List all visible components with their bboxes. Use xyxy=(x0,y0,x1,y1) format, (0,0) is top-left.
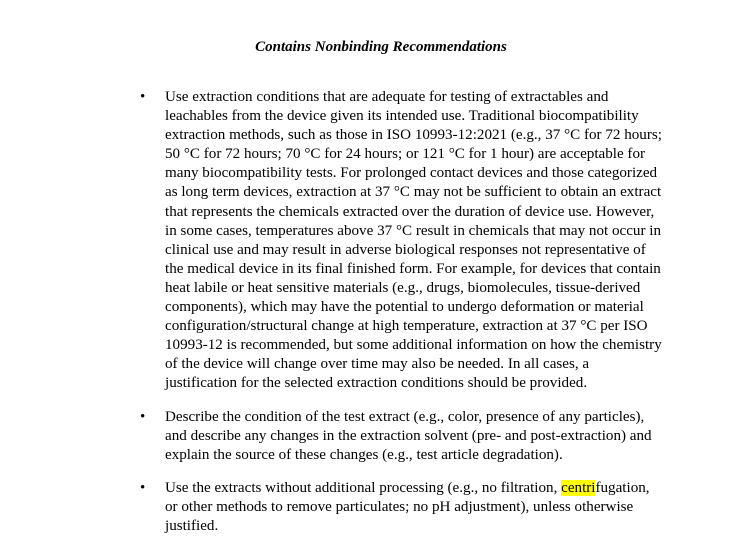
text-line: many biocompatibility tests. For prolonged contact devices and those categorized xyxy=(165,165,658,182)
page-header: Contains Nonbinding Recommendations xyxy=(255,39,507,55)
text-segment: Use the extracts without additional processing (e.g., no filtration, xyxy=(165,479,562,496)
text-line: as long term devices, extraction at 37 °C may not be sufficient to obtain an extract xyxy=(165,184,662,201)
list-item-test-extract-condition xyxy=(0,408,695,465)
text-line xyxy=(165,479,695,498)
text-segment: fugation, xyxy=(595,479,650,496)
text-line: the medical device in its final finished form. For example, for devices that contain xyxy=(165,260,661,277)
bullet-icon: • xyxy=(140,408,146,425)
text-line: leachables from the device given its intended use. Traditional biocompatibility xyxy=(165,108,639,125)
list-item-extraction-conditions xyxy=(0,88,695,394)
text-line: components), which may have the potential to undergo deformation or material xyxy=(165,299,644,316)
highlighted-text: centri xyxy=(561,479,596,496)
text-line: and describe any changes in the extraction solvent (pre- and post-extraction) and xyxy=(165,427,652,444)
text-line: or other methods to remove particulates; no pH adjustment), unless otherwise xyxy=(165,498,634,515)
text-line: Use extraction conditions that are adequate for testing of extractables and xyxy=(165,89,609,105)
text-line: Describe the condition of the test extract (e.g., color, presence of any particles), xyxy=(165,408,645,425)
text-line: 50 °C for 72 hours; 70 °C for 24 hours; or 121 °C for 1 hour) are acceptable for xyxy=(165,146,646,163)
bullet-icon: • xyxy=(140,479,146,496)
text-line: extraction methods, such as those in ISO 10993-12:2021 (e.g., 37 °C for 72 hours; xyxy=(165,127,662,144)
text-line: justification for the selected extraction conditions should be provided. xyxy=(165,375,588,392)
text-line: in some cases, temperatures above 37 °C result in chemicals that may not occur in xyxy=(165,222,662,239)
text-line: of the device will change over time may also be needed. In all cases, a xyxy=(165,356,590,373)
text-line: configuration/structural change at high temperature, extraction at 37 °C per ISO xyxy=(165,318,648,335)
recommendation-list xyxy=(0,88,736,550)
text-line: 10993-12 is recommended, but some additional information on how the chemistry xyxy=(165,337,662,354)
bullet-icon: • xyxy=(140,89,146,105)
text-line: heat labile or heat sensitive materials (e.g., drugs, biomolecules, tissue-derived xyxy=(165,279,641,296)
list-item-extract-processing xyxy=(0,479,695,536)
text-line: clinical use and may result in adverse biological responses not representative of xyxy=(165,241,646,258)
text-line: that represents the chemicals extracted over the duration of device use. However, xyxy=(165,203,655,220)
text-line: explain the source of these changes (e.g., test article degradation). xyxy=(165,446,563,463)
text-line: justified. xyxy=(165,517,219,534)
